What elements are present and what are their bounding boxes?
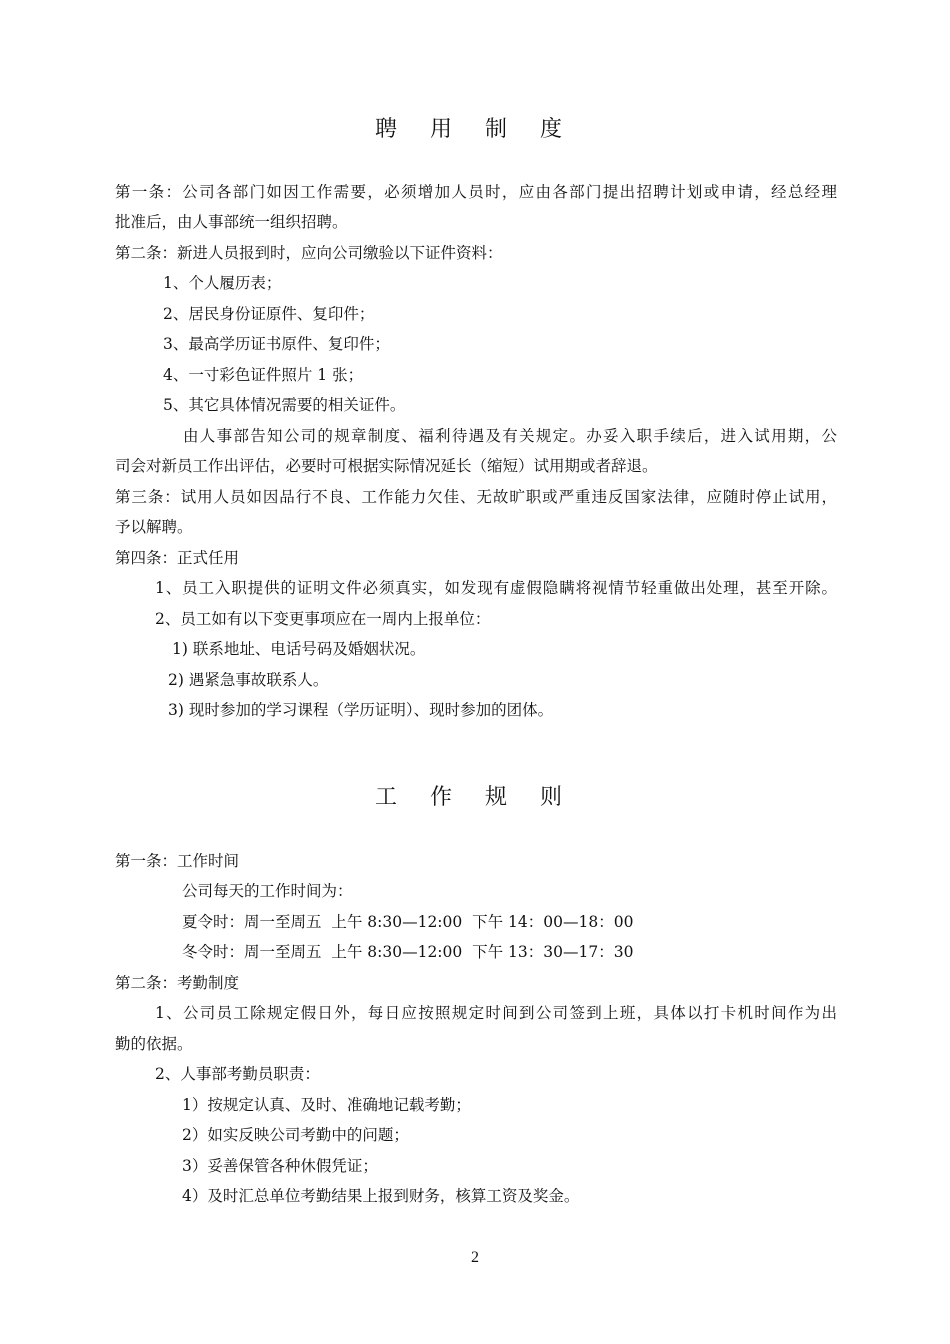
paragraph-line: 第二条：考勤制度 [115,974,240,992]
list-item: 1) 联系地址、电话号码及婚姻状况。 [172,640,426,658]
list-item: 1、公司员工除规定假日外，每日应按照规定时间到公司签到上班，具体以打卡机时间作为出 [155,1004,837,1022]
list-item: 5、其它具体情况需要的相关证件。 [163,396,406,414]
list-item: 2）如实反映公司考勤中的问题； [182,1126,409,1144]
list-item: 2、居民身份证原件、复印件； [163,305,375,323]
paragraph-line: 公司每天的工作时间为： [182,882,353,900]
list-item: 4、一寸彩色证件照片 1 张； [163,366,364,384]
section-title-hiring: 聘 用 制 度 [375,117,575,142]
page-number: 2 [471,1249,479,1266]
paragraph-line: 第一条：工作时间 [115,852,240,870]
schedule-line: 夏令时：周一至周五 上午 8:30—12:00 下午 14：00—18：00 [182,913,634,931]
paragraph-line: 批准后，由人事部统一组织招聘。 [115,213,348,231]
list-item: 2、员工如有以下变更事项应在一周内上报单位： [155,610,491,628]
paragraph-line: 予以解聘。 [115,518,193,536]
paragraph-line: 勤的依据。 [115,1035,193,1053]
paragraph-line: 第二条：新进人员报到时，应向公司缴验以下证件资料： [115,244,503,262]
list-item: 2) 遇紧急事故联系人。 [168,671,329,689]
paragraph-line: 司会对新员工作出评估，必要时可根据实际情况延长（缩短）试用期或者辞退。 [115,457,658,475]
list-item: 4）及时汇总单位考勤结果上报到财务，核算工资及奖金。 [182,1187,580,1205]
paragraph-line: 第一条：公司各部门如因工作需要，必须增加人员时，应由各部门提出招聘计划或申请，经总经理 [115,183,837,201]
list-item: 1、个人履历表； [163,274,282,292]
list-item: 1）按规定认真、及时、准确地记载考勤； [182,1096,471,1114]
paragraph-line: 由人事部告知公司的规章制度、福利待遇及有关规定。办妥入职手续后，进入试用期，公 [183,427,837,445]
list-item: 3) 现时参加的学习课程（学历证明）、现时参加的团体。 [168,701,554,719]
schedule-line: 冬令时：周一至周五 上午 8:30—12:00 下午 13：30—17：30 [182,943,634,961]
paragraph-line: 第三条：试用人员如因品行不良、工作能力欠佳、无故旷职或严重违反国家法律，应随时停止试用， [115,488,837,506]
paragraph-line: 第四条：正式任用 [115,549,240,567]
list-item: 1、员工入职提供的证明文件必须真实，如发现有虚假隐瞒将视情节轻重做出处理，甚至开除。 [155,579,837,597]
list-item: 2、人事部考勤员职责： [155,1065,320,1083]
list-item: 3、最高学历证书原件、复印件； [163,335,390,353]
list-item: 3）妥善保管各种休假凭证； [182,1157,378,1175]
section-title-work-rules: 工 作 规 则 [375,785,575,810]
